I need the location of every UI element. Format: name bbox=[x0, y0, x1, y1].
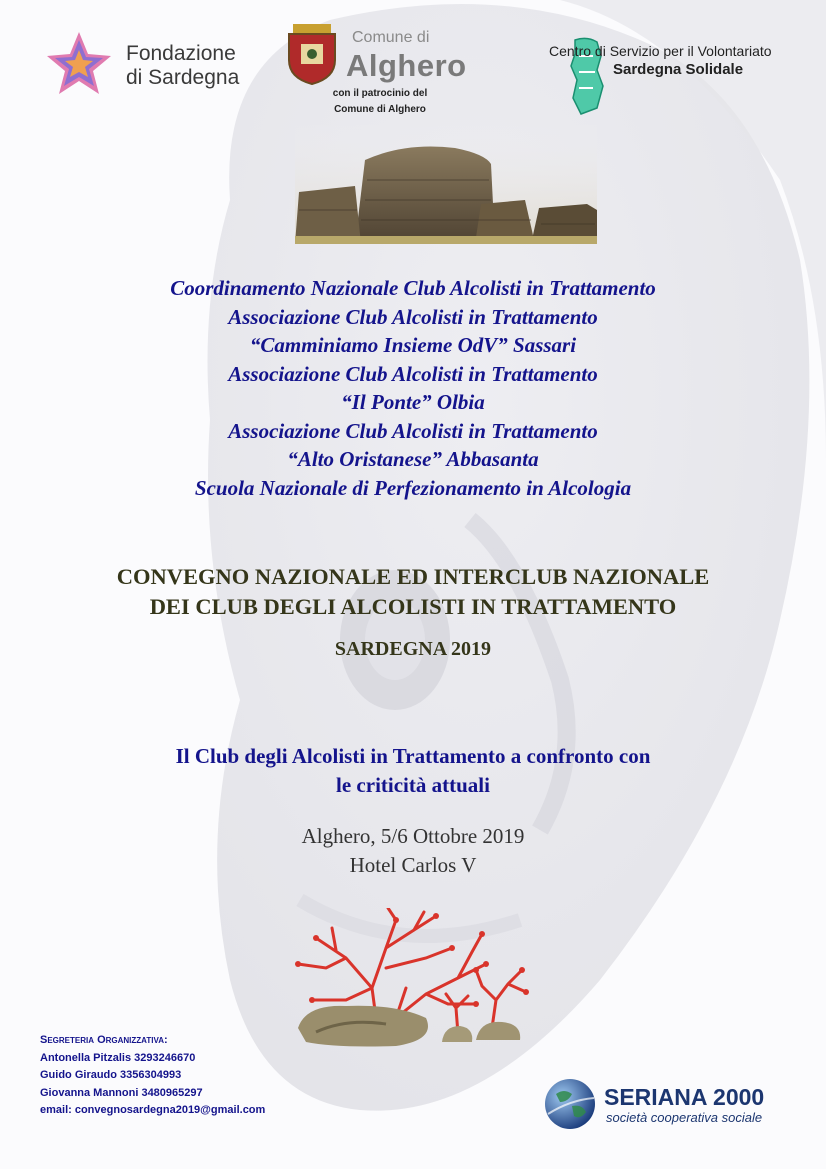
contact-line: Antonella Pitzalis 3293246670 bbox=[40, 1051, 196, 1064]
seriana-tagline: società cooperativa sociale bbox=[606, 1110, 763, 1125]
event-subtitle bbox=[0, 742, 826, 800]
fondazione-line2: di Sardegna bbox=[126, 66, 240, 89]
csv-line1: Centro di Servizio per il Volontariato bbox=[549, 43, 772, 59]
event-date: Alghero, 5/6 Ottobre 2019 bbox=[301, 824, 525, 848]
organizer-line: “Camminiamo Insieme OdV” Sassari bbox=[249, 333, 577, 357]
fondazione-line1: Fondazione bbox=[126, 42, 236, 65]
nuraghe-photo bbox=[295, 120, 597, 244]
organizer-line: Associazione Club Alcolisti in Trattamento bbox=[228, 304, 598, 329]
seriana-name: SERIANA 2000 bbox=[604, 1084, 765, 1110]
organizer-line: “Alto Oristanese” Abbasanta bbox=[287, 447, 539, 471]
patrocinio-note bbox=[300, 86, 460, 118]
segreteria-block bbox=[40, 1032, 265, 1120]
organizer-line: Coordinamento Nazionale Club Alcolisti in Trattamento bbox=[170, 276, 656, 300]
subtitle-line2: le criticità attuali bbox=[336, 773, 490, 797]
event-venue: Hotel Carlos V bbox=[349, 853, 477, 877]
comune-prefix: Comune di bbox=[352, 29, 430, 46]
subtitle-line1: Il Club degli Alcolisti in Trattamento a confronto con bbox=[175, 744, 651, 768]
convegno-title-line1: CONVEGNO NAZIONALE ED INTERCLUB NAZIONALE bbox=[116, 564, 710, 589]
comune-name: Alghero bbox=[346, 48, 467, 83]
fondazione-name bbox=[126, 42, 239, 90]
patrocinio-line1: con il patrocinio del bbox=[332, 88, 428, 99]
contact-line: Guido Giraudo 3356304993 bbox=[40, 1069, 182, 1081]
patrocinio-line2: Comune di Alghero bbox=[334, 104, 426, 115]
organizer-line: Scuola Nazionale di Perfezionamento in Alcologia bbox=[194, 475, 632, 500]
contact-email: email: convegnosardegna2019@gmail.com bbox=[40, 1104, 266, 1116]
organizers-list bbox=[0, 274, 826, 502]
star-logo-icon bbox=[43, 30, 115, 98]
contact-line: Giovanna Mannoni 3480965297 bbox=[40, 1086, 203, 1099]
coat-of-arms-icon bbox=[283, 22, 341, 86]
organizer-line: Associazione Club Alcolisti in Trattamento bbox=[228, 361, 598, 386]
organizer-line: “Il Ponte” Olbia bbox=[341, 390, 485, 414]
event-details bbox=[0, 822, 826, 880]
segreteria-heading: Segreteria Organizzativa: bbox=[40, 1034, 168, 1046]
coral-illustration bbox=[276, 908, 540, 1048]
globe-icon bbox=[542, 1076, 598, 1132]
organizer-line: Associazione Club Alcolisti in Trattamento bbox=[228, 418, 598, 443]
convegno-title-line2: DEI CLUB DEGLI ALCOLISTI IN TRATTAMENTO bbox=[149, 594, 677, 619]
csv-line2: Sardegna Solidale bbox=[613, 61, 744, 78]
convegno-title-line3: SARDEGNA 2019 bbox=[334, 638, 492, 660]
